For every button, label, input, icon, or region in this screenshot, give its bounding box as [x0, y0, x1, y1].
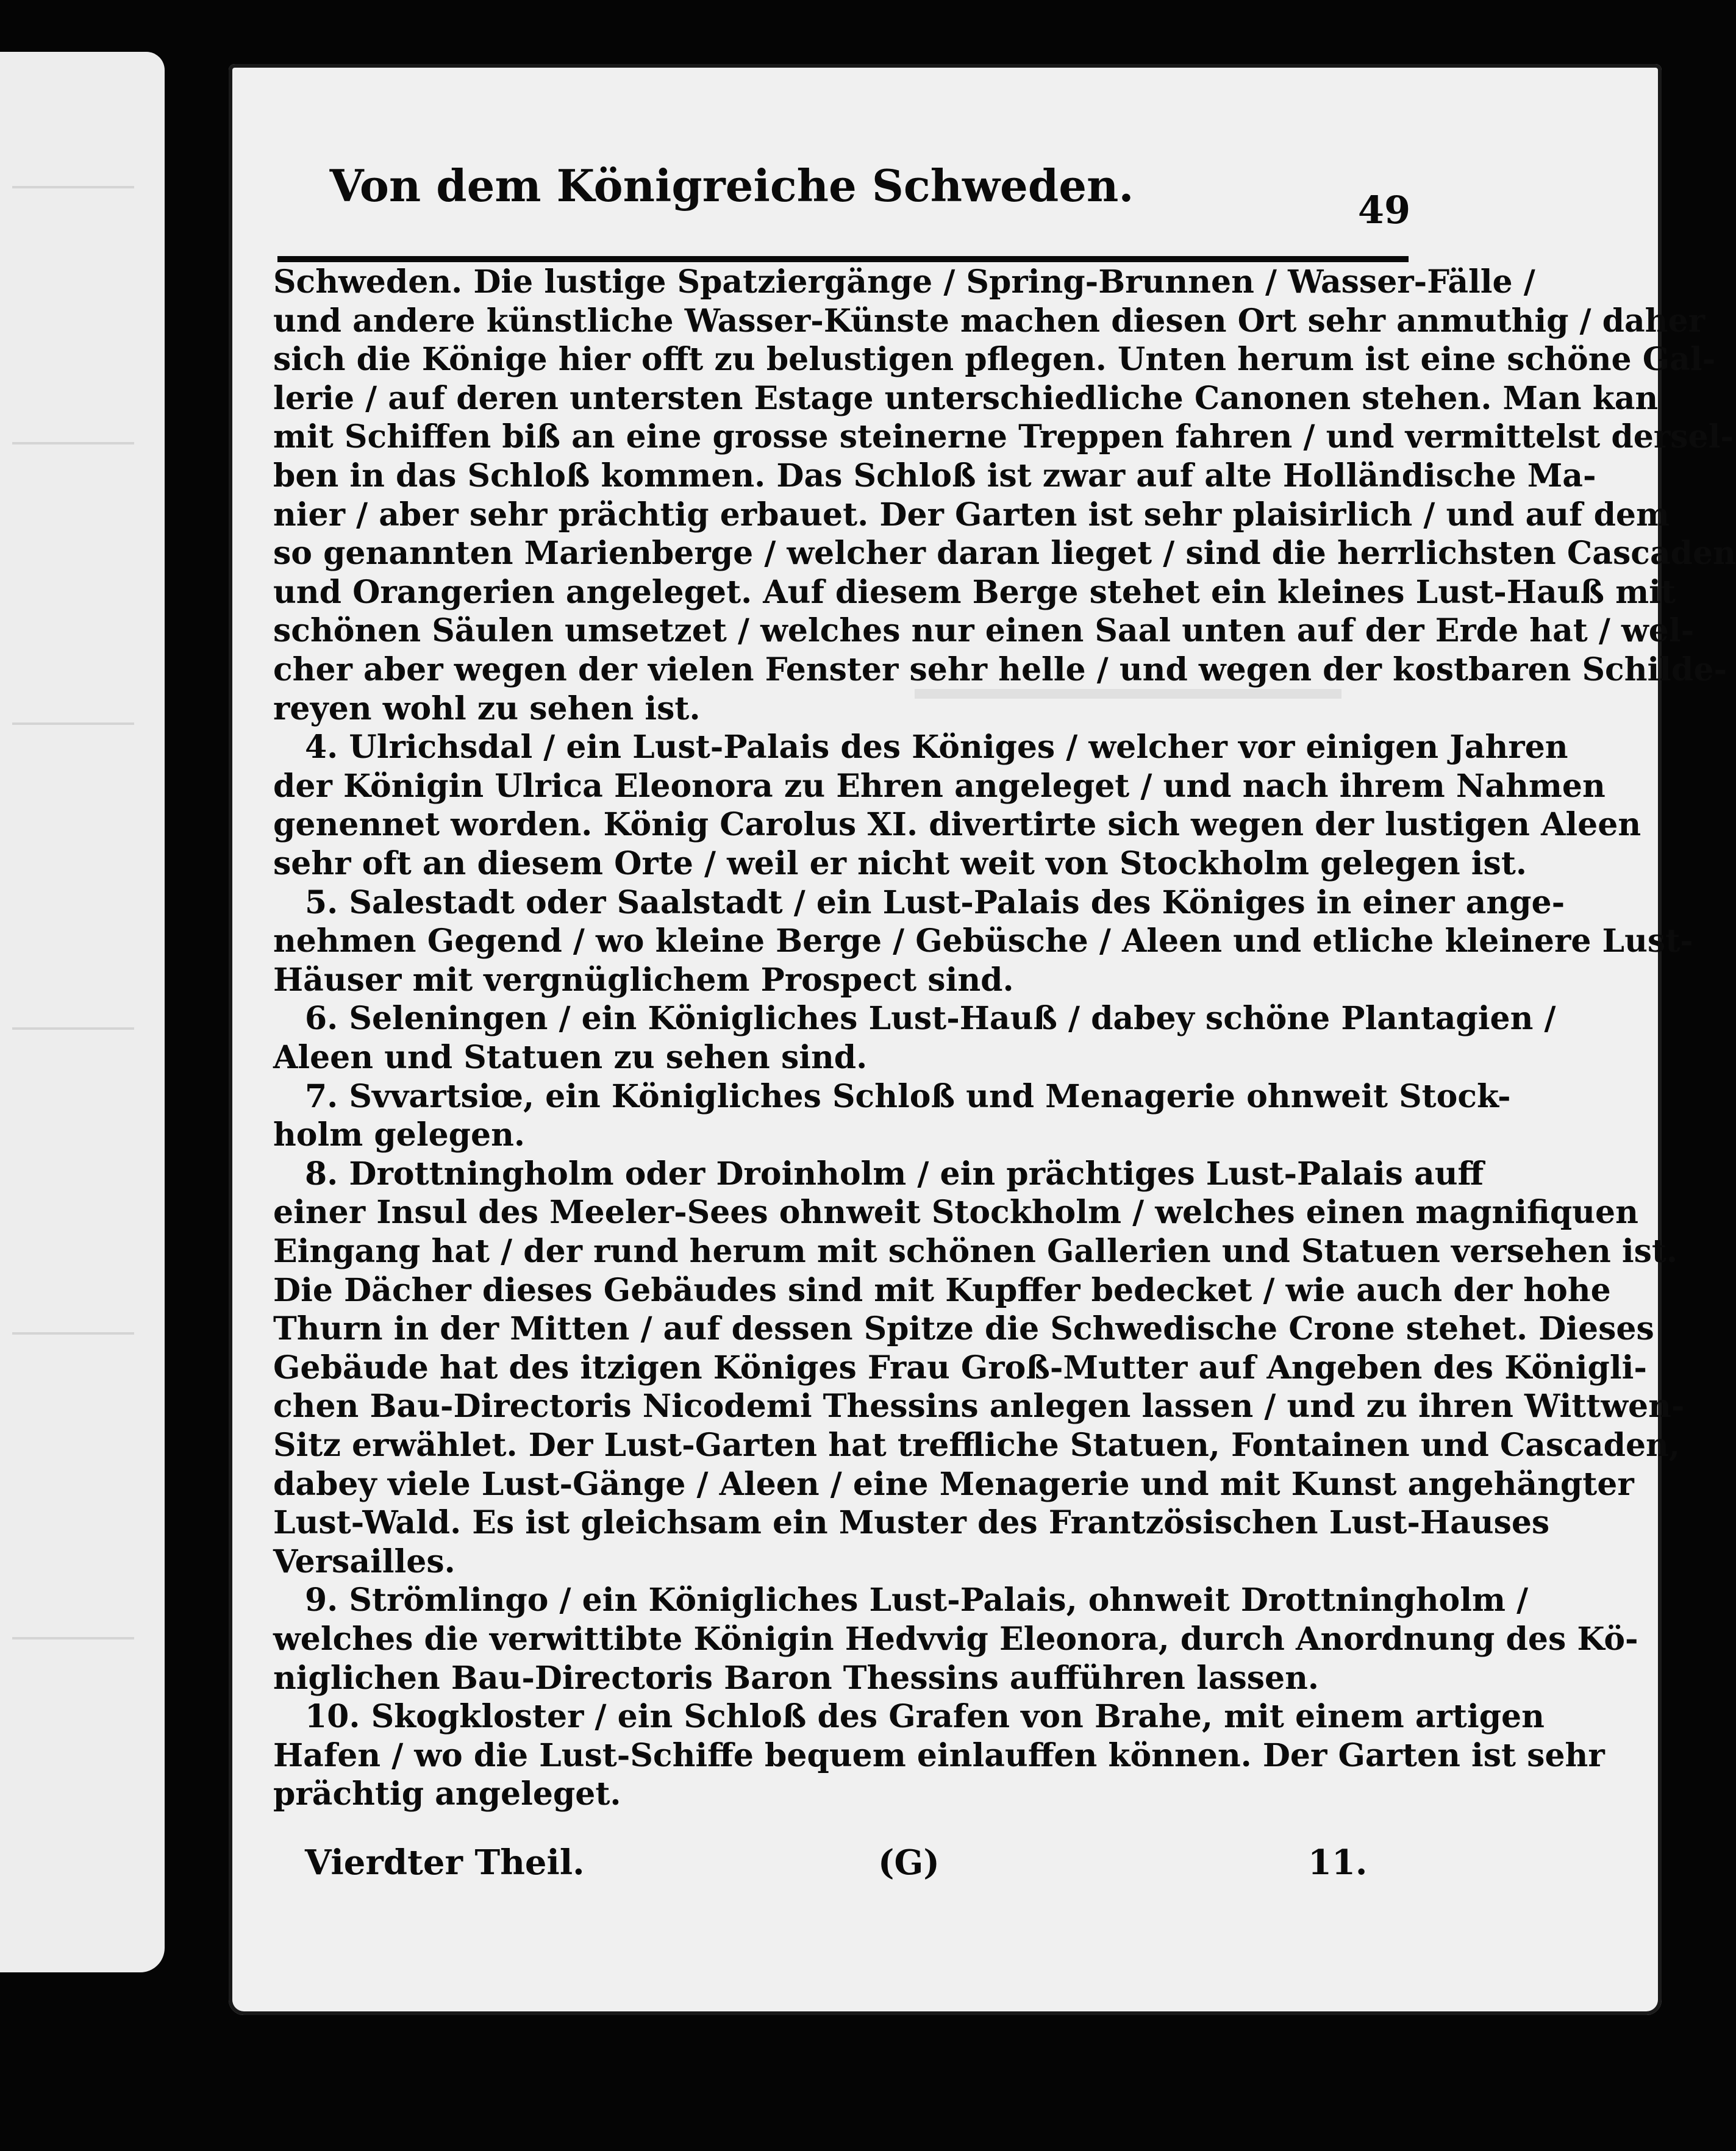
- text-line: prächtig angeleget.: [273, 1775, 621, 1813]
- text-line: nier / aber sehr prächtig erbauet. Der Garten ist sehr plaisirlich / und auf dem: [273, 496, 1670, 533]
- text-line: welches die verwittibte Königin Hedvvig Eleonora, durch Anordnung des Kö-: [273, 1621, 1638, 1658]
- text-line: Gebäude hat des itzigen Königes Frau Groß-Mutter auf Angeben des Königli-: [273, 1349, 1647, 1386]
- text-line: Lust-Wald. Es ist gleichsam ein Muster des Frantzösischen Lust-Hauses: [273, 1504, 1550, 1541]
- show-through-line: [12, 722, 134, 725]
- text-line: 4. Ulrichsdal / ein Lust-Palais des Königes / welcher vor einigen Jahren: [305, 729, 1568, 766]
- text-line: holm gelegen.: [273, 1116, 526, 1154]
- text-line: 6. Seleningen / ein Königliches Lust-Hauß / dabey schöne Plantagien /: [305, 1000, 1556, 1037]
- text-line: sich die Könige hier offt zu belustigen pflegen. Unten herum ist eine schöne Gal-: [273, 341, 1716, 378]
- text-line: Aleen und Statuen zu sehen sind.: [273, 1039, 868, 1076]
- text-line: mit Schiffen biß an eine grosse steinerne Treppen fahren / und vermittelst dersel-: [273, 418, 1734, 455]
- show-through-line: [12, 1332, 134, 1335]
- text-line: genennet worden. König Carolus XI. divertirte sich wegen der lustigen Aleen: [273, 806, 1641, 843]
- running-title: Von dem Königreiche Schweden.: [329, 160, 1134, 212]
- text-line: Schweden. Die lustige Spatziergänge / Spring-Brunnen / Wasser-Fälle /: [273, 263, 1535, 301]
- text-line: 7. Svvartsiœ, ein Königliches Schloß und Menagerie ohnweit Stock-: [305, 1078, 1511, 1115]
- text-line: Hafen / wo die Lust-Schiffe bequem einlauffen können. Der Garten ist sehr: [273, 1737, 1605, 1774]
- text-line: lerie / auf deren untersten Estage unterschiedliche Canonen stehen. Man kan: [273, 380, 1659, 417]
- text-line: 9. Strömlingo / ein Königliches Lust-Palais, ohnweit Drottningholm /: [305, 1582, 1529, 1619]
- text-line: niglichen Bau-Directoris Baron Thessins aufführen lassen.: [273, 1660, 1320, 1697]
- signature-mark: (G): [878, 1842, 940, 1883]
- text-line: so genannten Marienberge / welcher daran lieget / sind die herrlichsten Cascaden: [273, 535, 1736, 572]
- text-line: 5. Salestadt oder Saalstadt / ein Lust-Palais des Königes in einer ange-: [305, 884, 1565, 921]
- text-line: chen Bau-Directoris Nicodemi Thessins anlegen lassen / und zu ihren Wittwen-: [273, 1388, 1685, 1425]
- show-through-line: [12, 442, 134, 444]
- text-line: Versailles.: [273, 1543, 455, 1580]
- text-line: und Orangerien angeleget. Auf diesem Berge stehet ein kleines Lust-Hauß mit: [273, 574, 1676, 611]
- part-label: Vierdter Theil.: [305, 1842, 585, 1883]
- text-line: dabey viele Lust-Gänge / Aleen / eine Menagerie und mit Kunst angehängter: [273, 1466, 1634, 1503]
- text-line: und andere künstliche Wasser-Künste machen diesen Ort sehr anmuthig / daher: [273, 302, 1705, 340]
- text-line: einer Insul des Meeler-Sees ohnweit Stockholm / welches einen magnifiquen: [273, 1194, 1638, 1231]
- text-line: cher aber wegen der vielen Fenster sehr helle / und wegen der kostbaren Schilde-: [273, 651, 1727, 688]
- text-line: Sitz erwählet. Der Lust-Garten hat treffliche Statuen, Fontainen und Cascaden,: [273, 1427, 1680, 1464]
- facing-page-edge: [0, 52, 165, 1972]
- show-through-line: [12, 186, 134, 188]
- text-line: Häuser mit vergnüglichem Prospect sind.: [273, 961, 1014, 999]
- text-line: der Königin Ulrica Eleonora zu Ehren angeleget / und nach ihrem Nahmen: [273, 768, 1606, 805]
- text-line: reyen wohl zu sehen ist.: [273, 690, 701, 727]
- text-line: nehmen Gegend / wo kleine Berge / Gebüsche / Aleen und etliche kleinere Lust-: [273, 922, 1693, 960]
- show-through-line: [12, 1027, 134, 1030]
- header-rule: [277, 256, 1409, 262]
- page-number: 49: [1357, 188, 1411, 232]
- text-line: Thurn in der Mitten / auf dessen Spitze die Schwedische Crone stehet. Dieses: [273, 1310, 1654, 1347]
- text-line: Eingang hat / der rund herum mit schönen Gallerien und Statuen versehen ist.: [273, 1233, 1678, 1270]
- text-line: ben in das Schloß kommen. Das Schloß ist zwar auf alte Holländische Ma-: [273, 457, 1596, 494]
- text-line: 8. Drottningholm oder Droinholm / ein prächtiges Lust-Palais auff: [305, 1155, 1484, 1193]
- text-line: Die Dächer dieses Gebäudes sind mit Kupffer bedecket / wie auch der hohe: [273, 1272, 1611, 1309]
- show-through-line: [12, 1637, 134, 1639]
- text-line: schönen Säulen umsetzet / welches nur einen Saal unten auf der Erde hat / wel-: [273, 612, 1695, 649]
- text-line: 10. Skogkloster / ein Schloß des Grafen von Brahe, mit einem artigen: [305, 1698, 1545, 1735]
- text-line: sehr oft an diesem Orte / weil er nicht weit von Stockholm gelegen ist.: [273, 845, 1527, 882]
- catchword: 11.: [1308, 1842, 1368, 1883]
